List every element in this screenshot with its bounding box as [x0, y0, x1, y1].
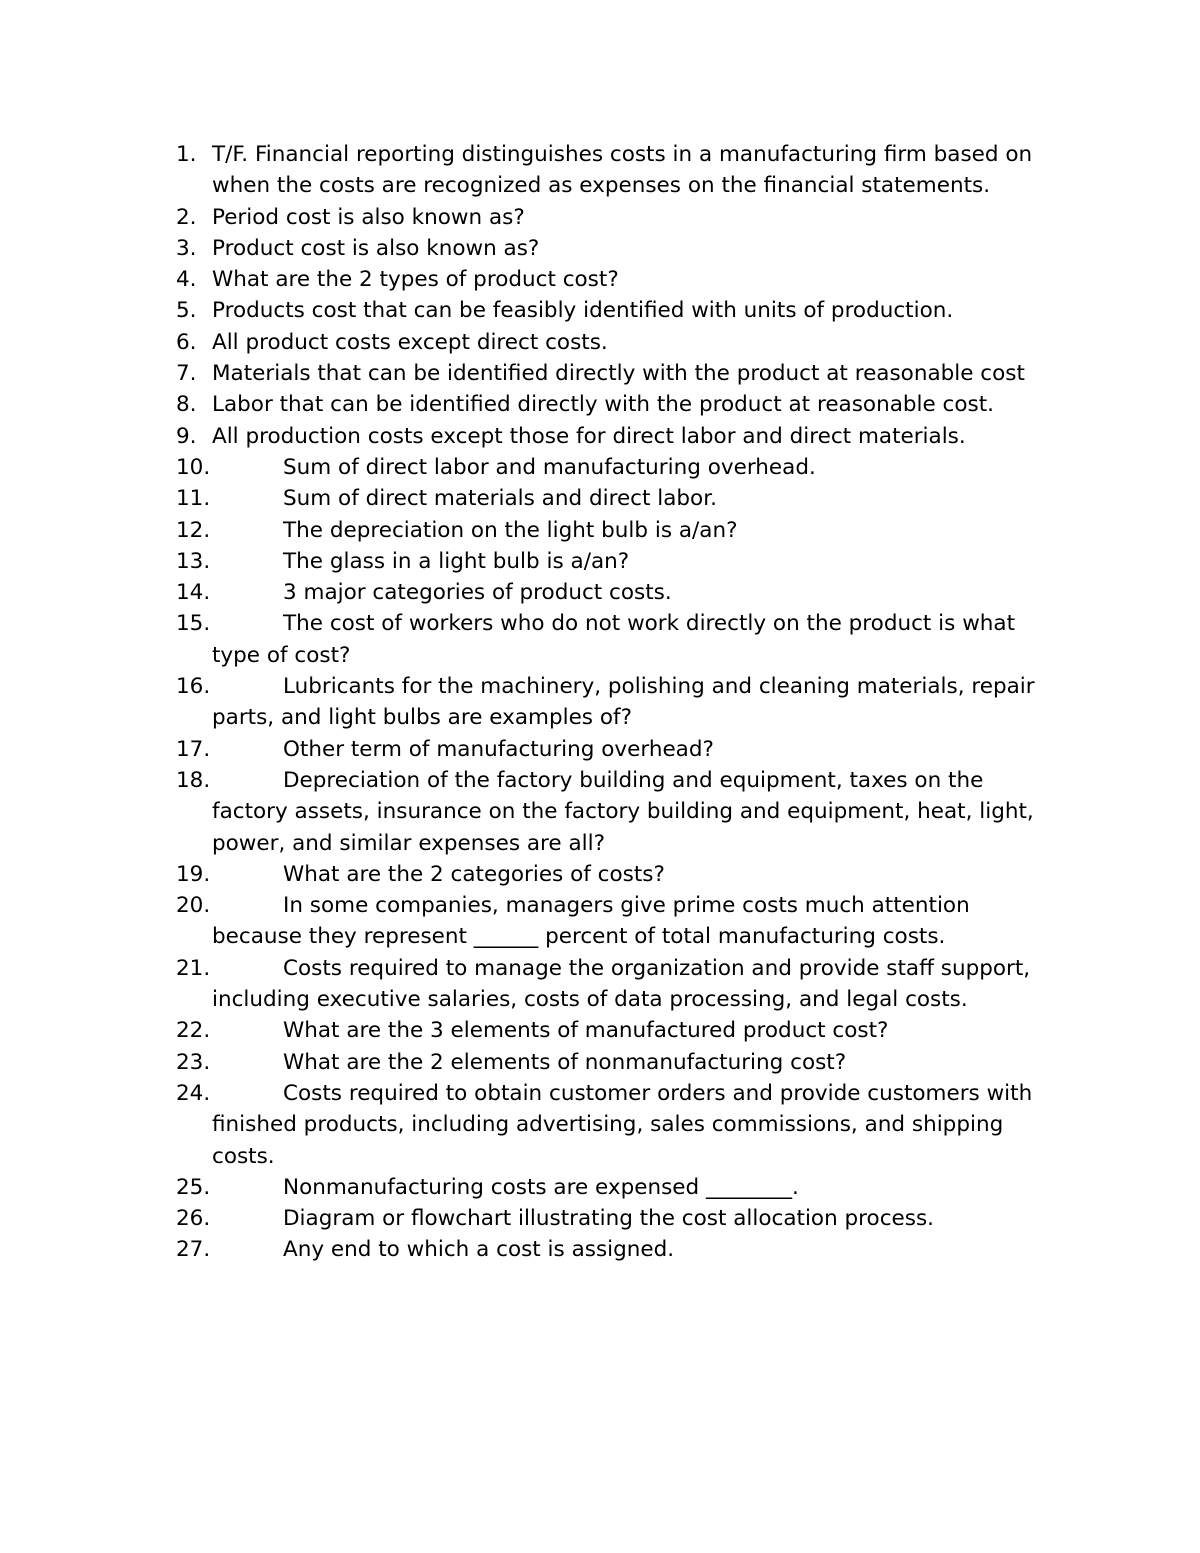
item-number: 27.	[176, 1237, 211, 1263]
item-text: What are the 2 types of product cost?	[212, 267, 619, 293]
item-number: 15.	[176, 611, 211, 637]
item-text: Costs required to obtain customer orders and provide customers with finished products, including advertising, sales commissions, and shipping costs.	[212, 1080, 1033, 1169]
item-text: The cost of workers who do not work directly on the product is what type of cost?	[212, 611, 1016, 668]
item-number: 3.	[176, 235, 197, 261]
list-item	[0, 953, 1200, 1016]
item-text: Period cost is also known as?	[212, 204, 525, 230]
item-text: Labor that can be identified directly with the product at reasonable cost.	[212, 392, 994, 418]
item-text: Diagram or flowchart illustrating the cost allocation process.	[283, 1206, 934, 1232]
list-item	[0, 1203, 1200, 1234]
item-text: Products cost that can be feasibly identified with units of production.	[212, 298, 954, 324]
item-text: In some companies, managers give prime costs much attention because they represent ______ percent of total manufacturing costs.	[212, 893, 970, 950]
list-item	[0, 295, 1200, 326]
item-number: 16.	[176, 674, 211, 700]
item-text: All production costs except those for direct labor and direct materials.	[212, 423, 966, 449]
list-item	[0, 890, 1200, 953]
item-number: 26.	[176, 1206, 211, 1232]
item-number: 4.	[176, 267, 197, 293]
list-item	[0, 452, 1200, 483]
item-number: 21.	[176, 955, 211, 981]
list-item	[0, 389, 1200, 420]
list-item	[0, 577, 1200, 608]
item-number: 24.	[176, 1080, 211, 1106]
item-number: 6.	[176, 329, 197, 355]
list-item	[0, 264, 1200, 295]
item-text: Nonmanufacturing costs are expensed ________.	[283, 1174, 799, 1200]
list-item	[0, 608, 1200, 671]
item-text: Lubricants for the machinery, polishing and cleaning materials, repair parts, and light bulbs are examples of?	[212, 674, 1035, 731]
item-text: 3 major categories of product costs.	[283, 580, 672, 606]
item-text: All product costs except direct costs.	[212, 329, 608, 355]
item-text: What are the 2 categories of costs?	[283, 861, 665, 887]
list-item	[0, 202, 1200, 233]
list-item	[0, 1047, 1200, 1078]
item-number: 20.	[176, 893, 211, 919]
item-text: Materials that can be identified directly with the product at reasonable cost	[212, 361, 1025, 387]
item-number: 13.	[176, 548, 211, 574]
item-number: 12.	[176, 517, 211, 543]
item-number: 5.	[176, 298, 197, 324]
item-number: 19.	[176, 861, 211, 887]
list-item	[0, 1015, 1200, 1046]
item-text: What are the 2 elements of nonmanufacturing cost?	[283, 1049, 847, 1075]
list-item	[0, 859, 1200, 890]
question-list	[0, 139, 1200, 1266]
item-text: T/F. Financial reporting distinguishes costs in a manufacturing firm based on when the costs are recognized as expenses on the financial statements.	[212, 142, 1033, 199]
item-number: 14.	[176, 580, 211, 606]
item-number: 18.	[176, 767, 211, 793]
list-item	[0, 1172, 1200, 1203]
item-text: Costs required to manage the organization and provide staff support, including executive salaries, costs of data processing, and legal costs.	[212, 955, 1031, 1013]
item-number: 1.	[176, 142, 197, 167]
item-number: 22.	[176, 1018, 211, 1044]
item-text: What are the 3 elements of manufactured product cost?	[283, 1018, 889, 1044]
list-item	[0, 734, 1200, 765]
item-number: 25.	[176, 1174, 211, 1200]
item-number: 7.	[176, 361, 197, 387]
item-text: Any end to which a cost is assigned.	[283, 1237, 675, 1263]
item-number: 9.	[176, 423, 197, 449]
list-item	[0, 139, 1200, 202]
item-text: Other term of manufacturing overhead?	[283, 736, 714, 762]
list-item	[0, 358, 1200, 389]
list-item	[0, 327, 1200, 358]
item-number: 8.	[176, 392, 197, 418]
list-item	[0, 421, 1200, 452]
item-number: 10.	[176, 454, 211, 480]
list-item	[0, 1078, 1200, 1172]
list-item	[0, 671, 1200, 734]
list-item	[0, 765, 1200, 859]
item-number: 23.	[176, 1049, 211, 1075]
list-item	[0, 515, 1200, 546]
item-number: 11.	[176, 486, 211, 512]
item-number: 2.	[176, 204, 197, 230]
item-text: The depreciation on the light bulb is a/an?	[283, 517, 738, 543]
item-text: Product cost is also known as?	[212, 235, 540, 261]
item-text: The glass in a light bulb is a/an?	[283, 548, 630, 574]
item-text: Sum of direct materials and direct labor.	[283, 486, 717, 512]
item-text: Depreciation of the factory building and equipment, taxes on the factory assets, insurance on the factory building and equipment, heat, light, power, and similar expenses are all?	[212, 767, 1034, 856]
list-item	[0, 1234, 1200, 1265]
item-text: Sum of direct labor and manufacturing overhead.	[283, 454, 816, 480]
list-item	[0, 233, 1200, 264]
list-item	[0, 546, 1200, 577]
item-number: 17.	[176, 736, 211, 762]
list-item	[0, 483, 1200, 514]
